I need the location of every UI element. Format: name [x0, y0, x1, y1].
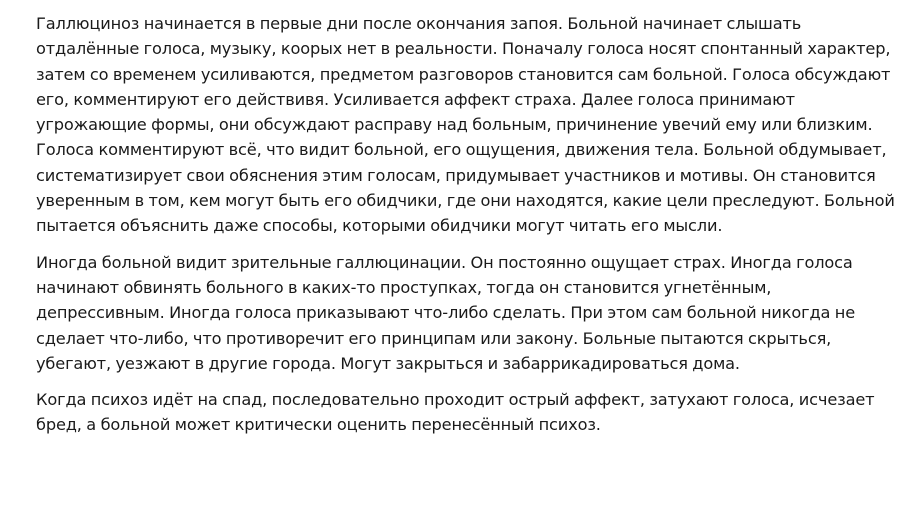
paragraph-visual-hallucinations: Иногда больной видит зрительные галлюцинации. Он постоянно ощущает страх. Иногда голоса начинают обвинять больного в каких-то проступках, тогда он становится угнетённым, депрессивным. Иногда голоса приказывают что-либо сделать. При этом сам больной никогда не сделает что-либо, что противоречит его принципам или закону. Больные пытаются скрыться, убегают, уезжают в другие города. Могут закрыться и забаррикадироваться дома. [36, 252, 856, 373]
paragraph-hallucinosis-onset: Галлюциноз начинается в первые дни после окончания запоя. Больной начинает слышать отдалённые голоса, музыку, коорых нет в реальности. Поначалу голоса носят спонтанный характер, затем со временем усиливаются, предметом разговоров становится сам больной. Голоса обсуждают его, комментируют его действивя. Усиливается аффект страха. Далее голоса принимают угрожающие формы, они обсуждают расправу над больным, причинение увечий ему или близким. Голоса комментируют всё, что видит больной, его ощущения, движения тела. Больной обдумывает, систематизирует свои обяснения этим голосам, придумывает участников и мотивы. Он становится уверенным в том, кем могут быть его обидчики, где они находятся, какие цели преследуют. Больной пытается объяснить даже способы, которыми обидчики могут читать его мысли. [36, 14, 895, 236]
document-body [36, 11, 898, 438]
paragraph-psychosis-resolution: Когда психоз идёт на спад, последовательно проходит острый аффект, затухают голоса, исчезает бред, а больной может критически оценить перенесённый психоз. [36, 390, 875, 435]
